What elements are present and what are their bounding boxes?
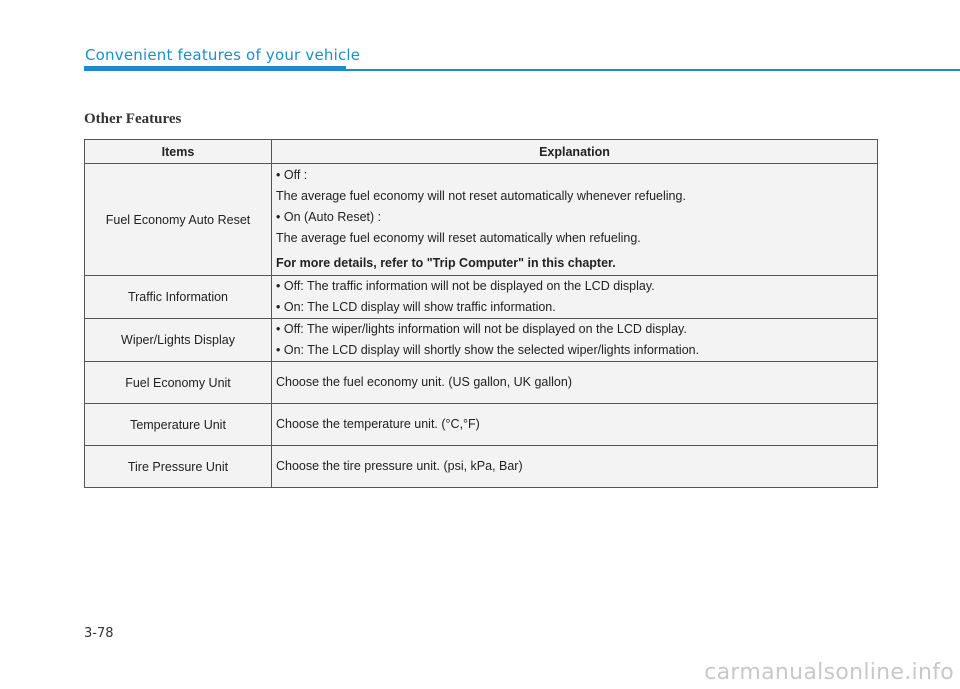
header-explanation: Explanation (272, 140, 878, 164)
explanation-line: The average fuel economy will reset automatically when refueling. (276, 231, 641, 245)
explanation-line: Choose the fuel economy unit. (US gallon, UK gallon) (276, 375, 572, 389)
table-row (85, 319, 878, 362)
table-row (85, 446, 878, 488)
chapter-title: Convenient features of your vehicle (85, 46, 361, 64)
row-explanation (272, 319, 878, 362)
page-number: 3-78 (84, 626, 114, 641)
row-item-label: Fuel Economy Auto Reset (85, 164, 272, 276)
explanation-line: The average fuel economy will not reset automatically whenever refueling. (276, 189, 686, 203)
explanation-line: • On (Auto Reset) : (276, 210, 382, 224)
explanation-note: For more details, refer to "Trip Computer" in this chapter. (276, 256, 616, 270)
watermark-text: carmanualsonline.info (704, 660, 954, 685)
explanation-line: Choose the temperature unit. (°C,°F) (276, 417, 480, 431)
table-row (85, 276, 878, 319)
explanation-line: • Off: The traffic information will not be displayed on the LCD display. (276, 279, 655, 293)
row-explanation (272, 276, 878, 319)
row-item-label: Temperature Unit (85, 404, 272, 446)
features-table (84, 139, 878, 488)
row-item-label: Wiper/Lights Display (85, 319, 272, 362)
table-row (85, 362, 878, 404)
row-item-label: Tire Pressure Unit (85, 446, 272, 488)
row-explanation (272, 362, 878, 404)
explanation-line: • Off : (276, 168, 308, 182)
section-title: Other Features (84, 111, 182, 127)
explanation-line: • On: The LCD display will show traffic information. (276, 300, 556, 314)
explanation-line: • On: The LCD display will shortly show the selected wiper/lights information. (276, 343, 700, 357)
header-items: Items (85, 140, 272, 164)
explanation-line: Choose the tire pressure unit. (psi, kPa, Bar) (276, 459, 523, 473)
chapter-accent-bar (84, 66, 346, 71)
row-explanation (272, 164, 878, 276)
table-row (85, 404, 878, 446)
table-row (85, 164, 878, 276)
table-header-row (85, 140, 878, 164)
row-explanation (272, 404, 878, 446)
row-item-label: Traffic Information (85, 276, 272, 319)
row-explanation (272, 446, 878, 488)
explanation-line: • Off: The wiper/lights information will not be displayed on the LCD display. (276, 322, 687, 336)
chapter-rule-line (346, 69, 960, 71)
row-item-label: Fuel Economy Unit (85, 362, 272, 404)
